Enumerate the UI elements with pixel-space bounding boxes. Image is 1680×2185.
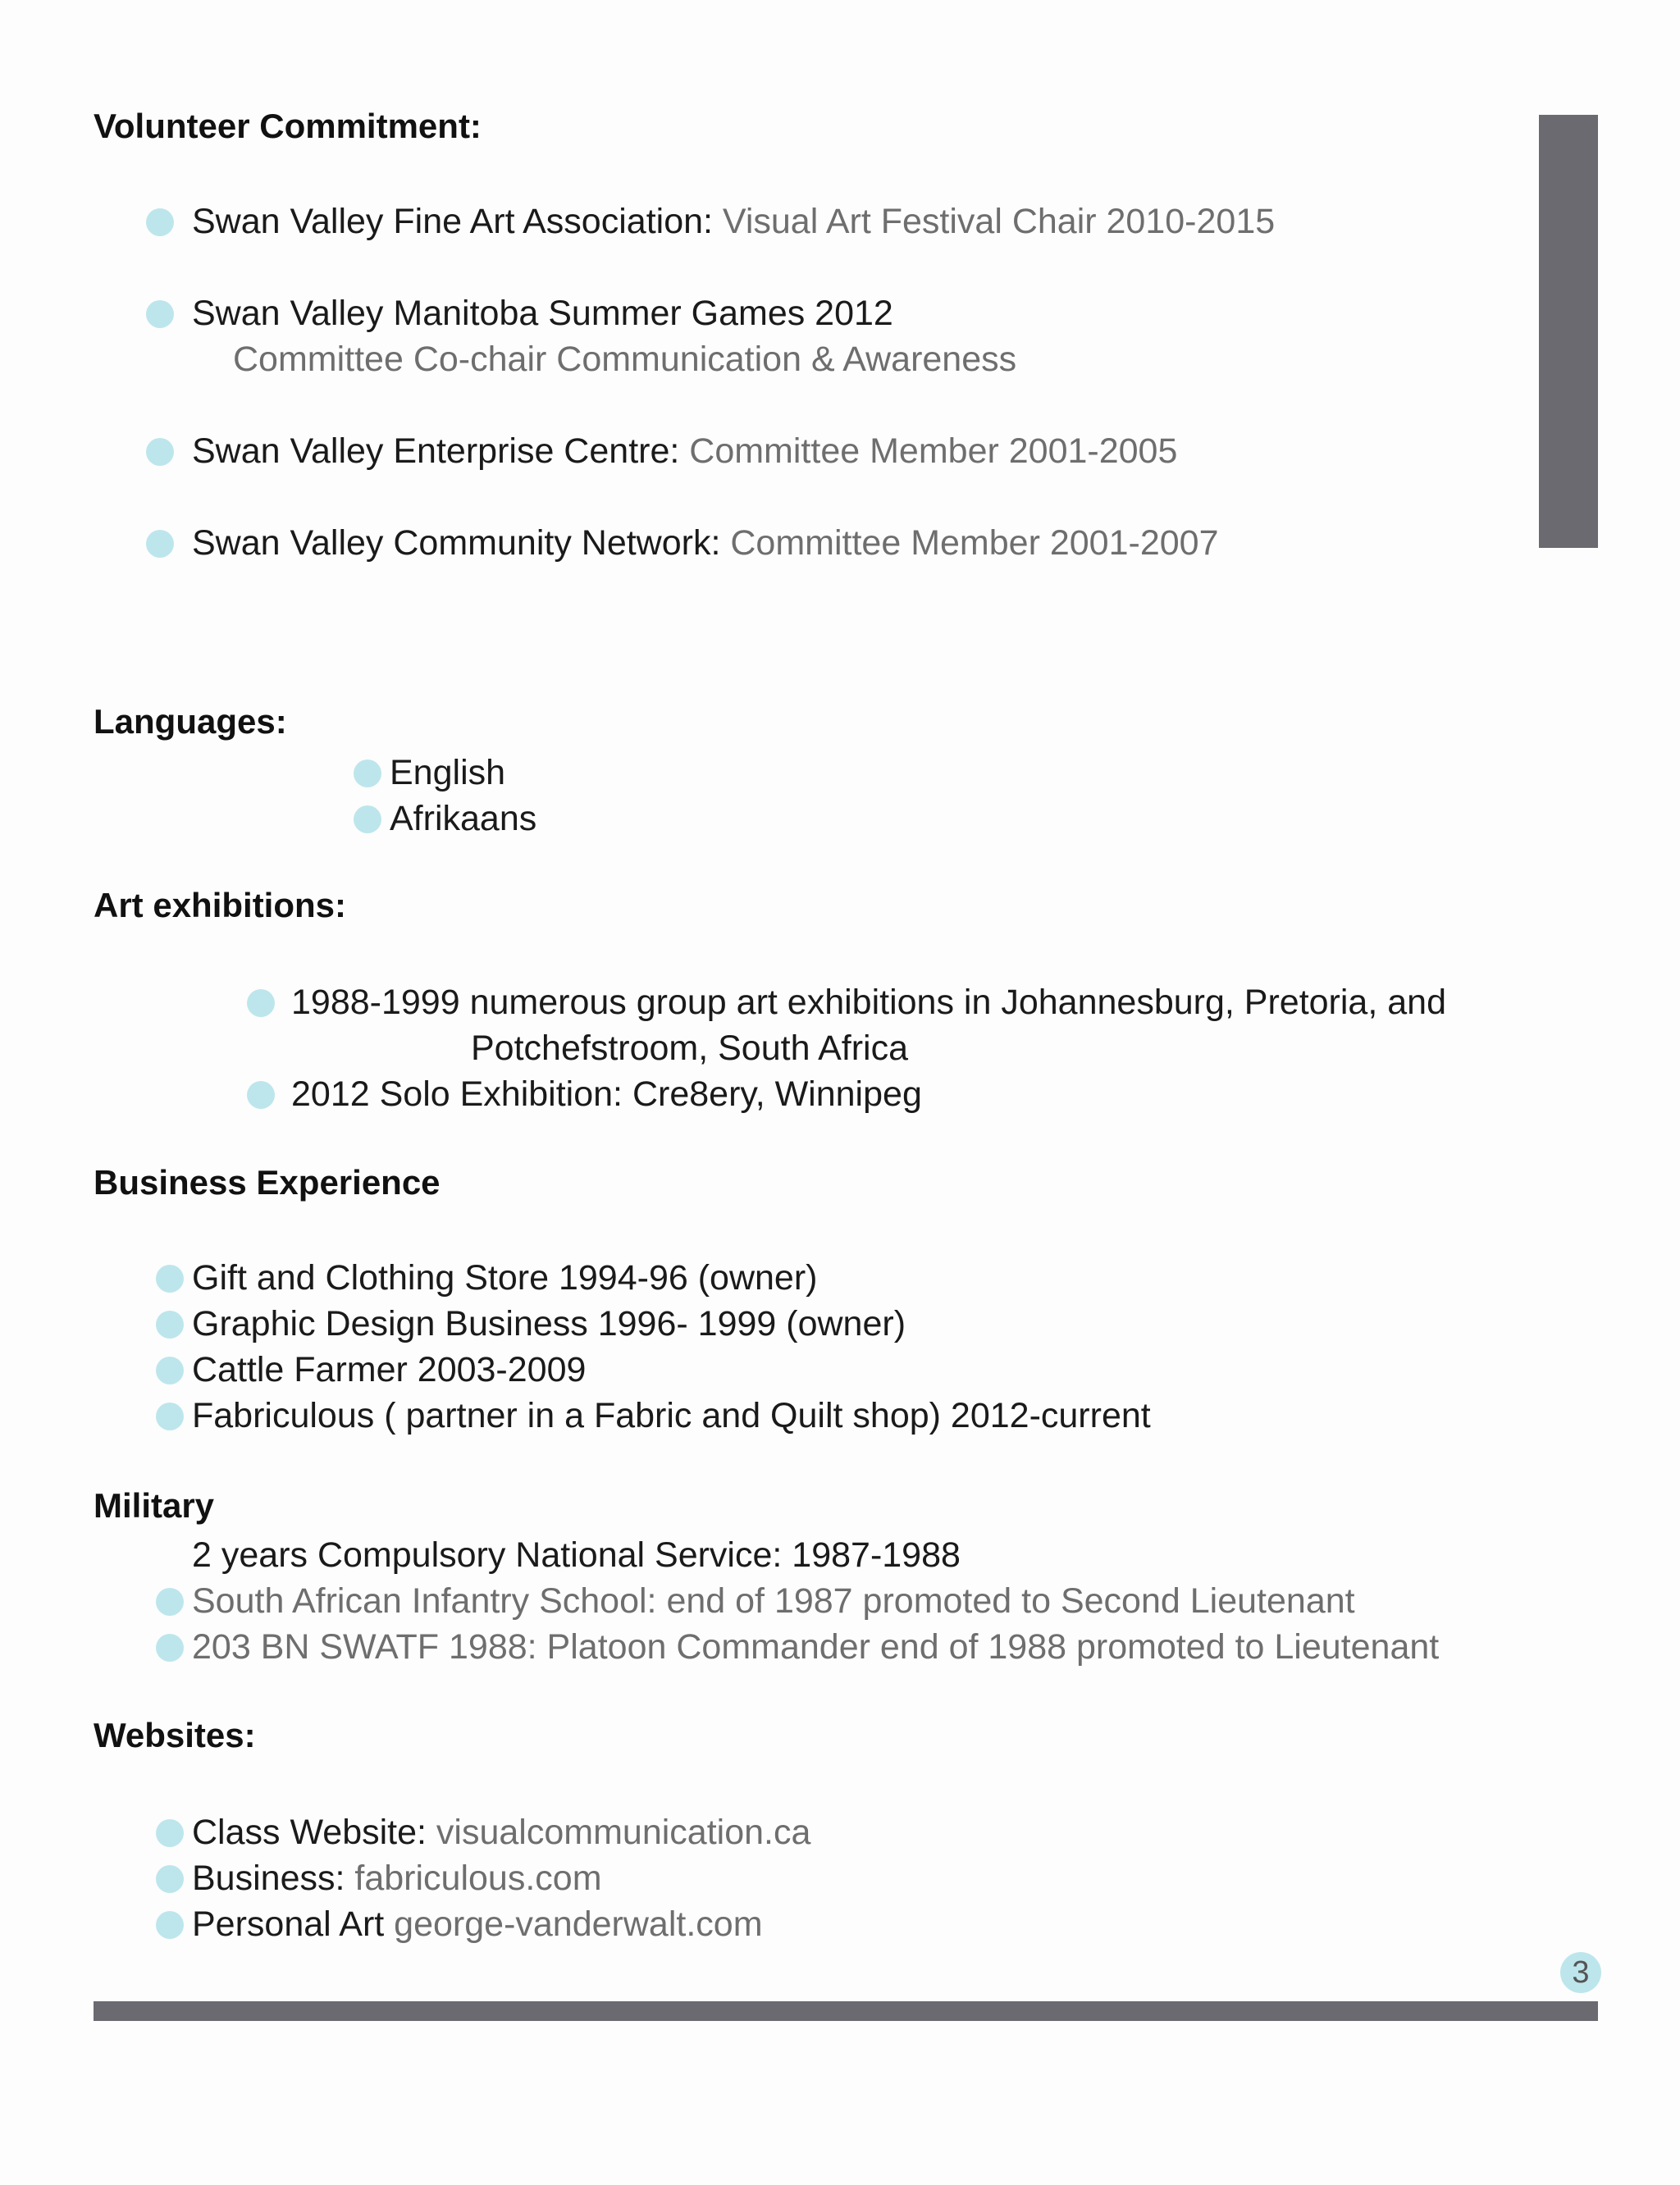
website-label: Class Website: [192, 1813, 427, 1852]
website-label: Business: [192, 1859, 345, 1898]
language-item [390, 796, 536, 842]
volunteer-org: Swan Valley Enterprise Centre: [192, 431, 680, 471]
language-name: Afrikaans [390, 799, 537, 838]
bullet-icon [247, 989, 275, 1017]
exhibition-item [291, 1071, 922, 1117]
bullet-icon [354, 805, 381, 833]
website-url[interactable]: visualcommunication.ca [426, 1813, 811, 1852]
website-url[interactable]: george-vanderwalt.com [384, 1904, 763, 1944]
bullet-icon [156, 1865, 184, 1893]
bullet-icon [146, 208, 174, 236]
website-label: Personal Art [192, 1904, 385, 1944]
business-text: Gift and Clothing Store 1994-96 (owner) [192, 1258, 818, 1298]
bullet-icon [156, 1311, 184, 1339]
art-exhibitions-heading: Art exhibitions: [94, 886, 347, 924]
bullet-icon [156, 1634, 184, 1662]
volunteer-heading: Volunteer Commitment: [94, 107, 482, 145]
bullet-icon [354, 760, 381, 787]
business-text: Graphic Design Business 1996- 1999 (owner) [192, 1304, 906, 1343]
bullet-icon [146, 438, 174, 466]
exhibition-text: 1988-1999 numerous group art exhibitions in Johannesburg, Pretoria, and [291, 983, 1446, 1022]
bullet-icon [156, 1819, 184, 1847]
military-item [192, 1578, 1355, 1624]
volunteer-role: Committee Member 2001-2007 [720, 523, 1219, 563]
language-name: English [390, 753, 506, 792]
volunteer-org: Swan Valley Manitoba Summer Games 2012 [192, 294, 893, 333]
bullet-icon [156, 1403, 184, 1430]
bullet-icon [247, 1081, 275, 1109]
exhibition-text: 2012 Solo Exhibition: Cre8ery, Winnipeg [291, 1074, 922, 1114]
business-item [192, 1301, 906, 1347]
bullet-icon [156, 1911, 184, 1939]
military-intro: 2 years Compulsory National Service: 1987-1988 [192, 1535, 961, 1575]
footer-rule [94, 2001, 1598, 2021]
websites-heading: Websites: [94, 1716, 256, 1754]
volunteer-item [192, 198, 1275, 244]
bullet-icon [156, 1588, 184, 1616]
bullet-icon [156, 1357, 184, 1384]
website-url[interactable]: fabriculous.com [345, 1859, 602, 1898]
side-accent-bar [1539, 115, 1598, 548]
exhibition-text-continued: Potchefstroom, South Africa [471, 1029, 908, 1068]
military-item [192, 1624, 1439, 1670]
page-number-badge: 3 [1560, 1952, 1601, 1993]
volunteer-org: Swan Valley Fine Art Association: [192, 202, 713, 241]
military-heading: Military [94, 1486, 215, 1525]
business-item [192, 1255, 817, 1301]
military-text: 203 BN SWATF 1988: Platoon Commander end of 1988 promoted to Lieutenant [192, 1627, 1440, 1667]
volunteer-item [192, 520, 1218, 566]
bullet-icon [146, 530, 174, 558]
bullet-icon [146, 300, 174, 328]
volunteer-role: Committee Co-chair Communication & Awareness [233, 340, 1017, 379]
business-item [192, 1393, 1151, 1439]
business-heading: Business Experience [94, 1163, 441, 1202]
volunteer-org: Swan Valley Community Network: [192, 523, 721, 563]
languages-heading: Languages: [94, 702, 287, 741]
business-text: Fabriculous ( partner in a Fabric and Quilt shop) 2012-current [192, 1396, 1151, 1435]
language-item [390, 750, 505, 796]
volunteer-role: Committee Member 2001-2005 [679, 431, 1178, 471]
business-item [192, 1347, 586, 1393]
volunteer-role: Visual Art Festival Chair 2010-2015 [712, 202, 1276, 241]
website-item [192, 1901, 763, 1947]
volunteer-item [192, 428, 1177, 474]
bullet-icon [156, 1265, 184, 1293]
website-item [192, 1855, 602, 1901]
military-text: South African Infantry School: end of 1987 promoted to Second Lieutenant [192, 1581, 1355, 1621]
website-item [192, 1809, 810, 1855]
volunteer-item [192, 290, 893, 336]
business-text: Cattle Farmer 2003-2009 [192, 1350, 587, 1389]
exhibition-item [291, 979, 1446, 1025]
